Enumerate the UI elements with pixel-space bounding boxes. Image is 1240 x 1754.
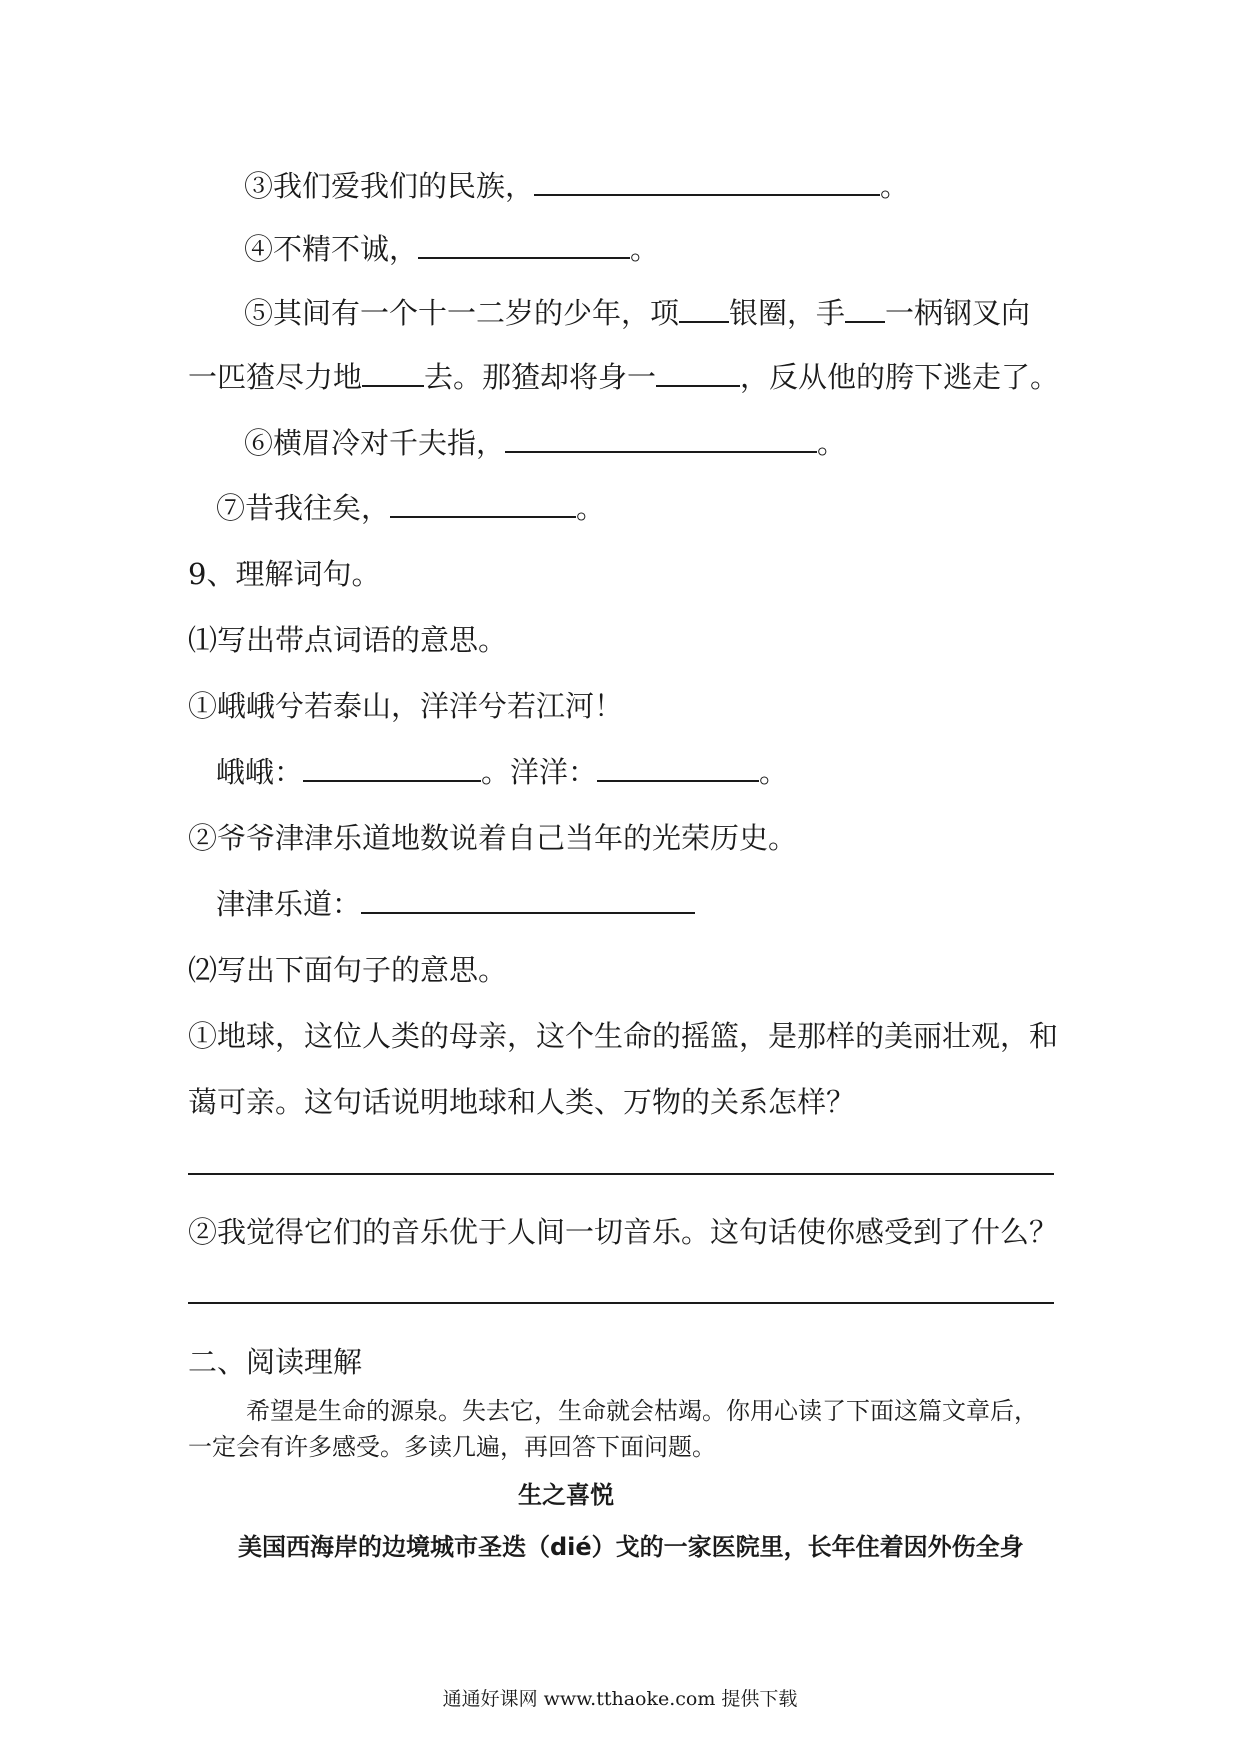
q8-item-6: ⑥横眉冷对千夫指， 。 bbox=[244, 426, 847, 460]
q9-item2-sentence: ②爷爷津津乐道地数说着自己当年的光荣历史。 bbox=[188, 821, 798, 855]
section-heading: 二、阅读理解 bbox=[188, 1345, 363, 1379]
answer-blank[interactable] bbox=[845, 295, 885, 323]
q8-item-3: ③我们爱我们的民族， 。 bbox=[244, 169, 910, 203]
q8-item-3-text: ③我们爱我们的民族， bbox=[244, 169, 535, 203]
q8-item-4: ④不精不诚， 。 bbox=[244, 232, 660, 266]
answer-line[interactable] bbox=[188, 1302, 1054, 1304]
reading-intro-line2: 一定会有许多感受。多读几遍，再回答下面问题。 bbox=[188, 1433, 716, 1461]
q9-title: 9、理解词句。 bbox=[188, 557, 381, 591]
answer-blank[interactable] bbox=[597, 754, 759, 782]
q9-sentence2: ②我觉得它们的音乐优于人间一切音乐。这句话使你感受到了什么？ bbox=[188, 1215, 1059, 1249]
q8-item-4-text: ④不精不诚， bbox=[244, 232, 419, 266]
footer-credit: 通通好课网 www.tthaoke.com 提供下载 bbox=[442, 1688, 798, 1710]
answer-blank[interactable] bbox=[534, 168, 880, 196]
q9-sentence1-line1: ①地球，这位人类的母亲，这个生命的摇篮，是那样的美丽壮观，和 bbox=[188, 1019, 1059, 1053]
answer-blank[interactable] bbox=[505, 425, 817, 453]
answer-blank[interactable] bbox=[362, 359, 424, 387]
q9-sentence1-line2: 蔼可亲。这句话说明地球和人类、万物的关系怎样？ bbox=[188, 1085, 856, 1119]
q8-item-5-line2: 一匹猹尽力地 去。那猹却将身一 ，反从他的胯下逃走了。 bbox=[188, 360, 1060, 394]
q9-part2-title: ⑵写出下面句子的意思。 bbox=[188, 953, 508, 987]
answer-blank[interactable] bbox=[361, 886, 695, 914]
answer-blank[interactable] bbox=[390, 490, 576, 518]
reading-intro-line1: 希望是生命的源泉。失去它，生命就会枯竭。你用心读了下面这篇文章后， bbox=[246, 1397, 1038, 1425]
q9-item1-answers: 峨峨： 。洋洋： 。 bbox=[216, 755, 789, 789]
q9-item2-answer: 津津乐道： bbox=[216, 884, 695, 924]
answer-blank[interactable] bbox=[679, 295, 729, 323]
q8-item-7: ⑦昔我往矣， 。 bbox=[216, 491, 606, 525]
q8-item-5-line1: ⑤其间有一个十一二岁的少年，项 银圈，手 一柄钢叉向 bbox=[244, 296, 1031, 330]
answer-blank[interactable] bbox=[656, 359, 740, 387]
answer-blank[interactable] bbox=[303, 754, 481, 782]
answer-line[interactable] bbox=[188, 1173, 1054, 1175]
article-title: 生之喜悦 bbox=[518, 1481, 614, 1509]
answer-blank[interactable] bbox=[418, 231, 630, 259]
q9-part1-title: ⑴写出带点词语的意思。 bbox=[188, 623, 508, 657]
article-first-line: 美国西海岸的边境城市圣迭（dié）戈的一家医院里，长年住着因外伤全身 bbox=[238, 1533, 1024, 1561]
q9-item1-sentence: ①峨峨兮若泰山，洋洋兮若江河！ bbox=[188, 689, 624, 723]
